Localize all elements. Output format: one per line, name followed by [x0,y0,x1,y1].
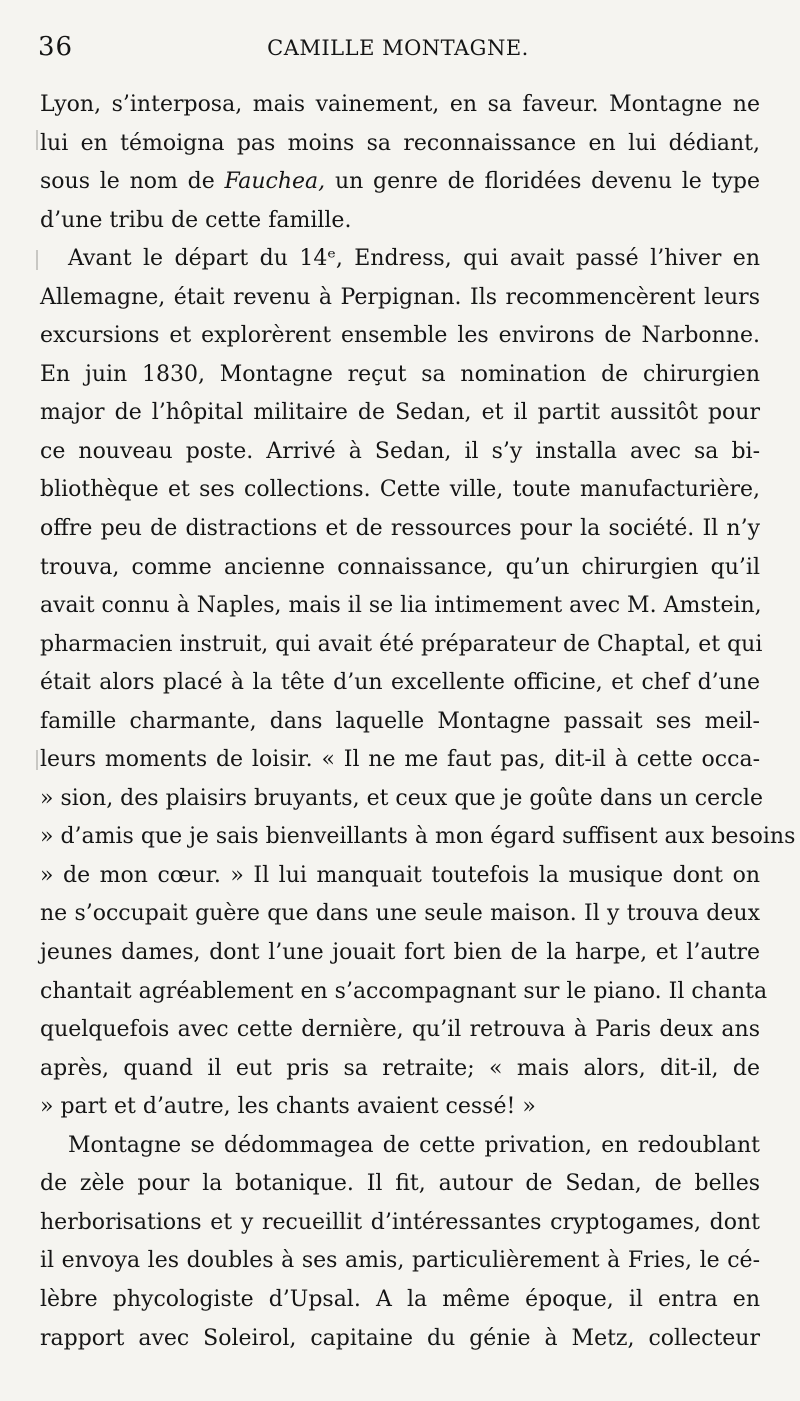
gutter-mark [36,130,38,150]
text-line: avait connu à Naples, mais il se lia intimement avec M. Amstein, [40,593,762,619]
italic-genus-name: Fauchea, [224,169,326,195]
text-line: » part et d’autre, les chants avaient cessé! » [40,1094,536,1120]
gutter-mark [36,750,38,770]
text-line: pharmacien instruit, qui avait été préparateur de Chaptal, et qui [40,631,763,657]
body-text [40,86,796,1358]
text-line: trouva, comme ancienne connaissance, qu’un chirurgien qu’il [40,554,760,580]
text-line: offre peu de distractions et de ressources pour la société. Il n’y [40,516,760,542]
gutter-mark [36,250,38,270]
text-line: leurs moments de loisir. « Il ne me faut pas, dit-il à cette occa- [40,747,760,773]
text-fragment: un genre de floridées devenu le type [334,169,760,195]
text-line: famille charmante, dans laquelle Montagne passait ses meil- [40,708,760,734]
text-line: excursions et explorèrent ensemble les environs de Narbonne. [40,323,760,349]
text-line: il envoya les doubles à ses amis, particulièrement à Fries, le cé- [40,1248,760,1274]
text-line: » de mon cœur. » Il lui manquait toutefois la musique dont on [40,862,760,888]
text-line: rapport avec Soleirol, capitaine du génie à Metz, collecteur [40,1325,760,1351]
text-line: chantait agréablement en s’accompagnant sur le piano. Il chanta [40,978,768,1004]
text-line: Allemagne, était revenu à Perpignan. Ils recommencèrent leurs [40,284,760,310]
text-line: major de l’hôpital militaire de Sedan, et il partit aussitôt pour [40,400,760,426]
text-line: était alors placé à la tête d’un excellente officine, et chef d’une [40,670,760,696]
text-line: ce nouveau poste. Arrivé à Sedan, il s’y installa avec sa bi- [40,438,760,464]
text-line: lui en témoigna pas moins sa reconnaissance en lui dédiant, [40,130,760,156]
text-line: » d’amis que je sais bienveillants à mon égard suffisent aux besoins [40,824,796,850]
text-line: Montagne se dédommagea de cette privation, en redoublant [68,1132,760,1158]
text-line: herborisations et y recueillit d’intéressantes cryptogames, dont [40,1209,760,1235]
text-line: d’une tribu de cette famille. [40,207,352,233]
text-fragment: sous le nom de [40,169,215,195]
text-line: après, quand il eut pris sa retraite; « mais alors, dit-il, de [40,1055,760,1081]
text-line: Avant le départ du 14ᵉ, Endress, qui avait passé l’hiver en [68,246,760,272]
text-line-with-italic [40,163,760,202]
text-line: ne s’occupait guère que dans une seule maison. Il y trouva deux [40,901,760,927]
text-line: jeunes dames, dont l’une jouait fort bien de la harpe, et l’autre [40,940,760,966]
running-title: CAMILLE MONTAGNE. [267,36,529,60]
text-line: Lyon, s’interposa, mais vainement, en sa faveur. Montagne ne [40,92,760,117]
text-line: bliothèque et ses collections. Cette ville, toute manufacturière, [40,477,760,503]
page-number: 36 [38,32,74,62]
text-line: de zèle pour la botanique. Il fit, autour de Sedan, de belles [40,1171,760,1197]
text-line: » sion, des plaisirs bruyants, et ceux que je goûte dans un cercle [40,785,763,811]
page-header [38,32,758,72]
text-line: quelquefois avec cette dernière, qu’il retrouva à Paris deux ans [40,1017,760,1043]
text-line: lèbre phycologiste d’Upsal. A la même époque, il entra en [40,1286,760,1312]
text-line: En juin 1830, Montagne reçut sa nomination de chirurgien [40,361,760,387]
